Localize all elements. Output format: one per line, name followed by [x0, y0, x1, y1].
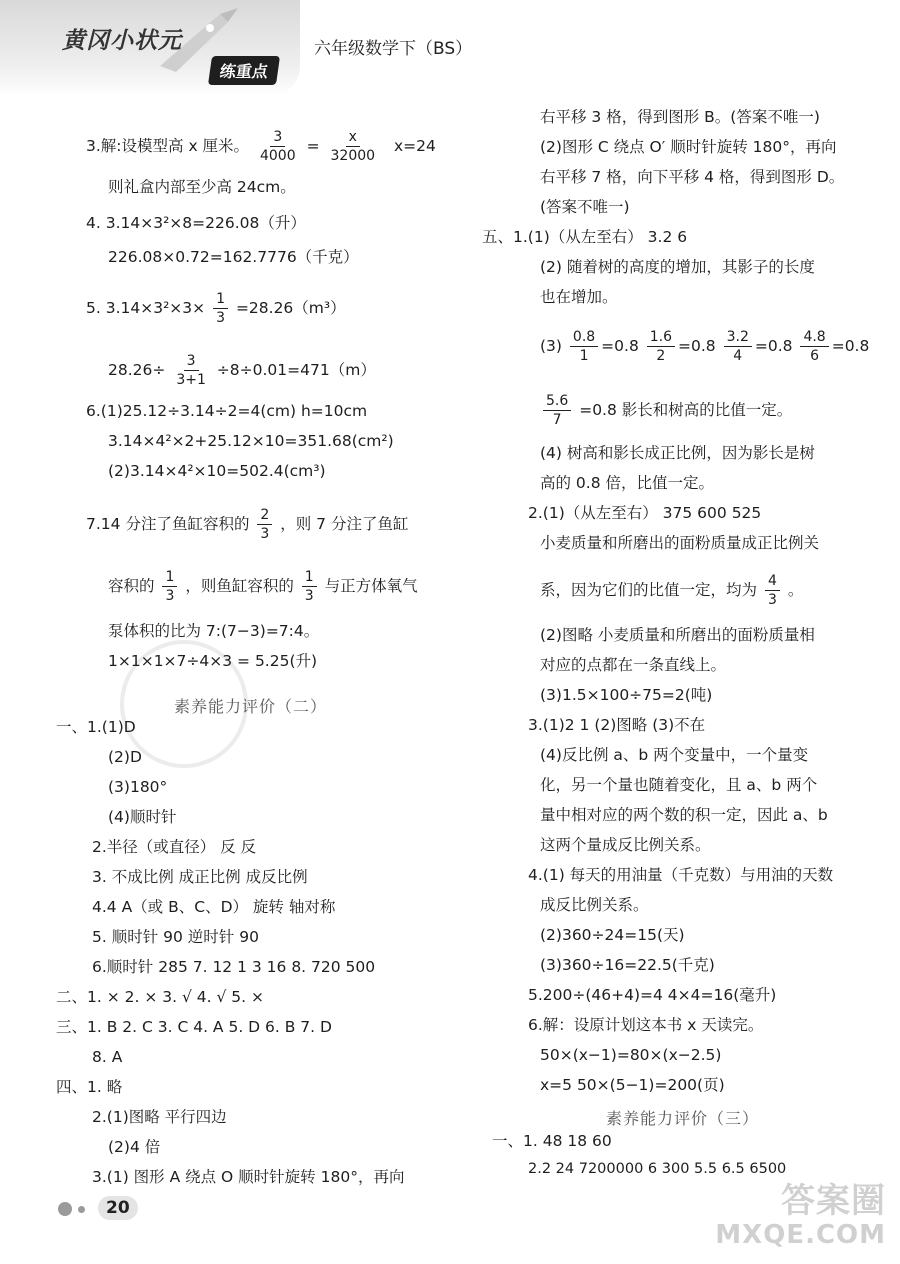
answer-line: 小麦质量和所磨出的面粉质量成正比例关: [540, 534, 820, 552]
fraction: $\frac{3}{3+1}$: [176, 353, 206, 388]
answer-line: (2)D: [108, 748, 142, 766]
answer-line: (2)4 倍: [108, 1138, 161, 1156]
answer-line: 也在增加。: [540, 288, 618, 306]
answer-line: (3)180°: [108, 778, 168, 796]
answer-line: 2.(1)（从左至右） 375 600 525: [528, 504, 762, 522]
answer-line: 容积的 $\frac{1}{3}$ ，则鱼缸容积的 $\frac{1}{3}$ 与正方体氧气: [108, 569, 418, 604]
answer-line: $\frac{5.6}{7}$ =0.8 影长和树高的比值一定。: [540, 392, 792, 429]
answer-line: 28.26÷ $\frac{3}{3+1}$ ÷8÷0.01=471（m）: [108, 353, 376, 388]
answer-line: 7.14 分注了鱼缸容积的 $\frac{2}{3}$ ，则 7 分注了鱼缸: [86, 507, 409, 542]
subbrand-badge: 练重点: [208, 56, 280, 85]
answer-line: 3.(1) 图形 A 绕点 O 顺时针旋转 180°，再向: [92, 1168, 405, 1186]
page-title: 六年级数学下（BS）: [314, 39, 473, 59]
answer-line: 6.解：设原计划这本书 x 天读完。: [528, 1016, 764, 1034]
answer-line: x=5 50×(5−1)=200(页): [540, 1076, 725, 1094]
answer-line: (3) $\frac{0.8}{1}$ =0.8 $\frac{1.6}{2}$ =0.8 $\frac{3.2}{4}$ =0.8 $\frac{4.8}{6}$ =0.8: [540, 329, 870, 364]
decor-dot: [78, 1206, 85, 1213]
answer-line: (2)3.14×4²×10=502.4(cm³): [108, 462, 326, 480]
answer-line: 高的 0.8 倍，比值一定。: [540, 474, 715, 492]
fraction: $\frac{1}{3}$: [302, 568, 317, 605]
answer-line: 6.(1)25.12÷3.14÷2=4(cm) h=10cm: [86, 402, 368, 420]
fraction: $\frac{2}{3}$: [257, 506, 272, 543]
answer-line: 系，因为它们的比值一定，均为 $\frac{4}{3}$ 。: [540, 573, 804, 608]
section-heading: 素养能力评价（三）: [606, 1109, 760, 1128]
answer-line: 2.半径（或直径） 反 反: [92, 838, 257, 856]
page-number: 20: [98, 1196, 138, 1220]
fraction: $\frac{5.6}{7}$: [543, 392, 571, 429]
answer-line: (3)360÷16=22.5(千克): [540, 956, 715, 974]
answer-line: 二、1. × 2. × 3. √ 4. √ 5. ×: [56, 988, 265, 1006]
fraction: $\frac{1}{3}$: [213, 290, 228, 327]
answer-line: 五、1.(1)（从左至右） 3.2 6: [482, 228, 688, 246]
answer-line: 右平移 3 格，得到图形 B。(答案不唯一): [540, 108, 820, 126]
answer-line: (3)1.5×100÷75=2(吨): [540, 686, 713, 704]
answer-line: 成反比例关系。: [540, 896, 649, 914]
answer-line: (2)图形 C 绕点 O′ 顺时针旋转 180°，再向: [540, 138, 837, 156]
answer-line: 则礼盒内部至少高 24cm。: [108, 178, 296, 196]
answer-line: 这两个量成反比例关系。: [540, 836, 711, 854]
answer-line: 6.顺时针 285 7. 12 1 3 16 8. 720 500: [92, 958, 376, 976]
answer-line: (2)图略 小麦质量和所磨出的面粉质量相: [540, 626, 815, 644]
answer-line: (4)反比例 a、b 两个变量中，一个量变: [540, 746, 809, 764]
fraction: $\frac{4}{3}$: [765, 572, 780, 609]
section-heading: 素养能力评价（二）: [174, 697, 328, 716]
answer-line: 3.解:设模型高 x 厘米。 $\frac{3}{4000}$ = $\frac{x}{32000}$ x=24: [86, 129, 436, 164]
answer-line: (2)360÷24=15(天): [540, 926, 685, 944]
fraction: $\frac{x}{32000}$: [330, 129, 376, 164]
answer-line: 1×1×1×7÷4×3 = 5.25(升): [108, 652, 318, 670]
answer-line: 量中相对应的两个数的积一定，因此 a、b: [540, 806, 828, 824]
answer-line: 泵体积的比为 7:(7−3)=7:4。: [108, 622, 320, 640]
answer-line: 3.(1)2 1 (2)图略 (3)不在: [528, 716, 706, 734]
answer-line: 三、1. B 2. C 3. C 4. A 5. D 6. B 7. D: [56, 1018, 332, 1036]
answer-line: 2.(1)图略 平行四边: [92, 1108, 227, 1126]
decor-dot: [58, 1202, 72, 1216]
site-watermark: 答案圈 MXQE.COM: [715, 1181, 886, 1250]
answer-line: 一、1. 48 18 60: [492, 1132, 612, 1150]
answer-line: 5.200÷(46+4)=4 4×4=16(毫升): [528, 986, 777, 1004]
brand-logo: 黄冈小状元: [62, 27, 182, 54]
answer-line: (2) 随着树的高度的增加，其影子的长度: [540, 258, 815, 276]
answer-line: 2.2 24 7200000 6 300 5.5 6.5 6500: [528, 1161, 787, 1177]
answer-line: 5. 3.14×3²×3× $\frac{1}{3}$ =28.26（m³）: [86, 291, 346, 326]
answer-line: 4.4 A（或 B、C、D） 旋转 轴对称: [92, 898, 336, 916]
fraction: $\frac{3}{4000}$: [259, 129, 296, 164]
answer-line: 226.08×0.72=162.7776（千克）: [108, 248, 359, 266]
answer-line: 3. 不成比例 成正比例 成反比例: [92, 868, 308, 886]
answer-line: (4) 树高和影长成正比例，因为影长是树: [540, 444, 815, 462]
answer-line: 四、1. 略: [56, 1078, 123, 1096]
answer-line: 化，另一个量也随着变化，且 a、b 两个: [540, 776, 818, 794]
answer-line: (答案不唯一): [540, 198, 630, 216]
answer-line: 50×(x−1)=80×(x−2.5): [540, 1046, 722, 1064]
fraction: $\frac{0.8}{1}$: [570, 328, 598, 365]
answer-line: 一、1.(1)D: [56, 718, 136, 736]
answer-line: 3.14×4²×2+25.12×10=351.68(cm²): [108, 432, 394, 450]
fraction: $\frac{3.2}{4}$: [724, 328, 752, 365]
fraction: $\frac{4.8}{6}$: [800, 328, 828, 365]
answer-line: 对应的点都在一条直线上。: [540, 656, 727, 674]
answer-line: (4)顺时针: [108, 808, 177, 826]
answer-line: 4.(1) 每天的用油量（千克数）与用油的天数: [528, 866, 834, 884]
answer-line: 右平移 7 格，向下平移 4 格，得到图形 D。: [540, 168, 845, 186]
answer-line: 4. 3.14×3²×8=226.08（升）: [86, 214, 306, 232]
answer-line: 5. 顺时针 90 逆时针 90: [92, 928, 259, 946]
answer-line: 8. A: [92, 1048, 123, 1066]
fraction: $\frac{1.6}{2}$: [647, 328, 675, 365]
fraction: $\frac{1}{3}$: [162, 568, 177, 605]
